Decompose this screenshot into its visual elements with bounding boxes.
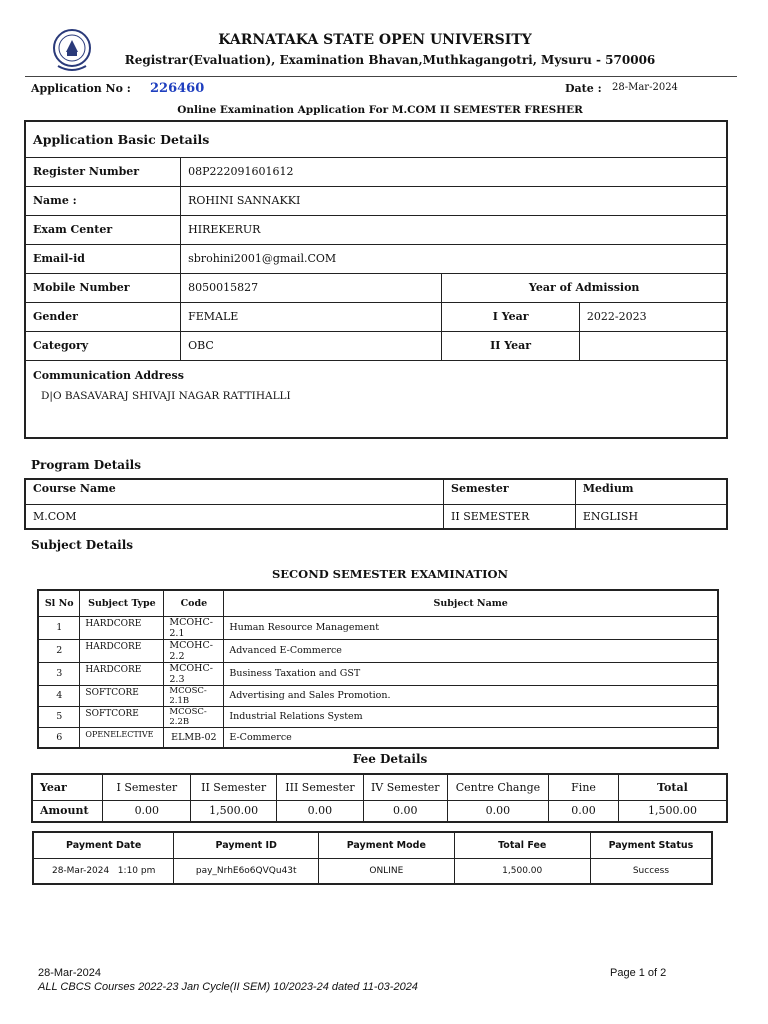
course-name-header: Course Name [25,479,444,504]
communication-address-value: D|O BASAVARAJ SHIVAJI NAGAR RATTIHALLI [41,389,291,402]
payment-table [32,831,713,885]
subject-name: Human Resource Management [224,616,718,639]
payment-col-header: Payment Mode [319,832,454,858]
subject-col-header: Subject Name [224,590,718,616]
mobile-value: 8050015827 [181,273,442,302]
register-number-value: 08P222091601612 [181,157,727,186]
fee-col-header: Centre Change [447,774,549,800]
subject-code: ELMB-02 [164,727,224,748]
fee-value: 0.00 [103,800,191,822]
program-details-table [24,478,728,530]
subject-code: MCOHC-2.1 [164,616,224,639]
medium-value: ENGLISH [575,504,727,529]
first-year-value: 2022-2023 [579,302,727,331]
second-year-value [579,331,727,360]
communication-address-cell [25,360,727,438]
exam-center-value: HIREKERUR [181,215,727,244]
first-year-label: I Year [442,302,580,331]
fee-table [31,773,728,823]
subject-type: SOFTCORE [80,685,164,706]
header-divider [25,76,737,77]
table-row [38,706,718,727]
fee-row-label: Amount [32,800,103,822]
fee-col-header: I Semester [103,774,191,800]
table-row [38,662,718,685]
semester-value: II SEMESTER [444,504,576,529]
subject-type: HARDCORE [80,616,164,639]
name-label: Name : [25,186,181,215]
year-of-admission-label: Year of Admission [442,273,727,302]
register-number-label: Register Number [25,157,181,186]
semester-header: Semester [444,479,576,504]
basic-details-table [24,120,728,439]
payment-col-header: Payment Date [33,832,174,858]
exam-center-label: Exam Center [25,215,181,244]
payment-status-value: Success [590,858,712,884]
payment-date-value: 28-Mar-2024 1:10 pm [33,858,174,884]
fee-value: 0.00 [277,800,364,822]
table-row [38,616,718,639]
payment-col-header: Total Fee [454,832,590,858]
medium-header: Medium [575,479,727,504]
table-row [38,639,718,662]
application-subtitle: Online Examination Application For M.COM II SEMESTER FRESHER [177,104,583,116]
footer-note: ALL CBCS Courses 2022-23 Jan Cycle(II SEM) 10/2023-24 dated 11-03-2024 [38,981,418,993]
fee-value: 0.00 [447,800,549,822]
fee-total-value: 1,500.00 [618,800,727,822]
fee-value: 1,500.00 [191,800,277,822]
payment-col-header: Payment Status [590,832,712,858]
gender-value: FEMALE [181,302,442,331]
fee-col-header: Fine [549,774,619,800]
mobile-label: Mobile Number [25,273,181,302]
subject-sl: 6 [38,727,80,748]
date-label: Date : [565,82,602,95]
table-row [38,727,718,748]
university-address: Registrar(Evaluation), Examination Bhavan,Muthkagangotri, Mysuru - 570006 [124,53,656,67]
subject-table [37,589,719,749]
university-seal-logo [52,28,92,72]
date-value: 28-Mar-2024 [612,82,678,93]
subject-sl: 3 [38,662,80,685]
subject-sl: 4 [38,685,80,706]
subject-code: MCOSC-2.1B [164,685,224,706]
application-no-value: 226460 [150,81,205,96]
subject-type: HARDCORE [80,639,164,662]
email-label: Email-id [25,244,181,273]
footer-page-number: Page 1 of 2 [610,967,667,979]
subject-code: MCOHC-2.3 [164,662,224,685]
subject-col-header: Code [164,590,224,616]
gender-label: Gender [25,302,181,331]
application-no-label: Application No : [31,82,131,95]
name-value: ROHINI SANNAKKI [181,186,727,215]
fee-value: 0.00 [363,800,447,822]
subject-code: MCOHC-2.2 [164,639,224,662]
fee-col-header: II Semester [191,774,277,800]
payment-id-value: pay_NrhE6o6QVQu43t [174,858,319,884]
university-name: KARNATAKA STATE OPEN UNIVERSITY [218,32,532,48]
subject-name: E-Commerce [224,727,718,748]
subject-name: Industrial Relations System [224,706,718,727]
subject-name: Business Taxation and GST [224,662,718,685]
category-label: Category [25,331,181,360]
subject-type: OPENELECTIVE [80,727,164,748]
payment-mode-value: ONLINE [319,858,454,884]
fee-col-header: IV Semester [363,774,447,800]
communication-address-label: Communication Address [33,368,184,382]
course-name-value: M.COM [25,504,444,529]
program-details-title: Program Details [31,458,141,472]
subject-col-header: Sl No [38,590,80,616]
subject-sl: 1 [38,616,80,639]
subject-sl: 5 [38,706,80,727]
subject-col-header: Subject Type [80,590,164,616]
second-year-label: II Year [442,331,580,360]
category-value: OBC [181,331,442,360]
subject-type: SOFTCORE [80,706,164,727]
basic-details-title: Application Basic Details [25,121,727,157]
subject-name: Advanced E-Commerce [224,639,718,662]
fee-details-title: Fee Details [352,752,428,766]
exam-title: SECOND SEMESTER EXAMINATION [271,567,509,581]
subject-name: Advertising and Sales Promotion. [224,685,718,706]
subject-details-title: Subject Details [31,538,134,552]
payment-col-header: Payment ID [174,832,319,858]
fee-col-header: III Semester [277,774,364,800]
payment-total-value: 1,500.00 [454,858,590,884]
fee-value: 0.00 [549,800,619,822]
email-value: sbrohini2001@gmail.COM [181,244,727,273]
fee-col-header: Year [32,774,103,800]
subject-sl: 2 [38,639,80,662]
subject-code: MCOSC-2.2B [164,706,224,727]
fee-col-header: Total [618,774,727,800]
table-row [38,685,718,706]
footer-date: 28-Mar-2024 [38,967,101,979]
subject-type: HARDCORE [80,662,164,685]
